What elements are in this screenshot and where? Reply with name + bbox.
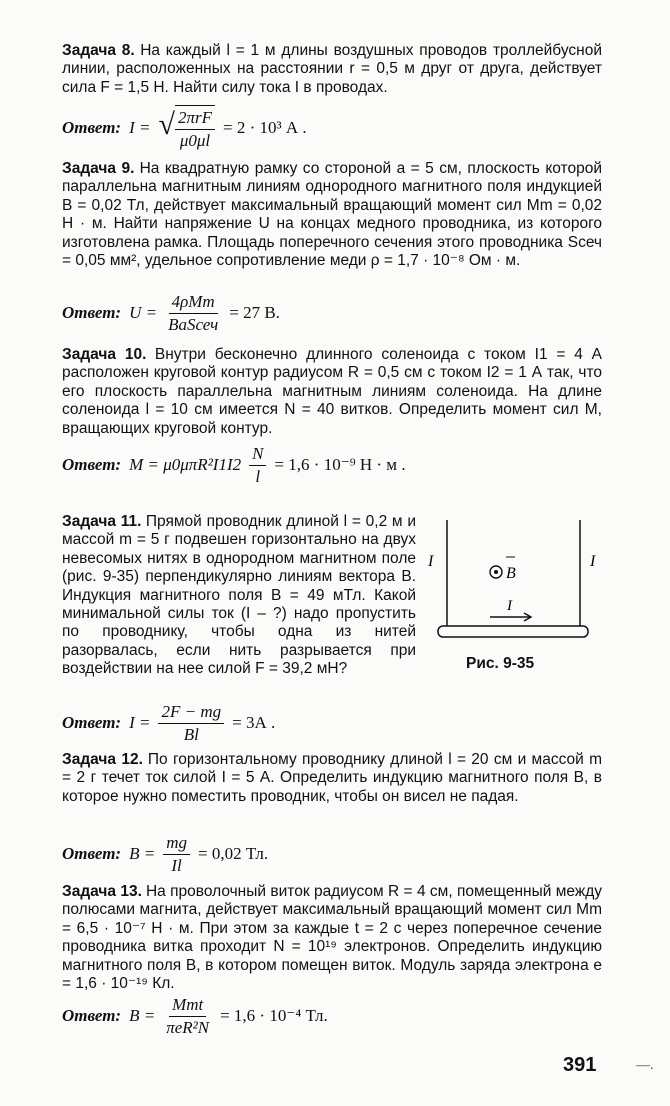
answer-9 — [62, 290, 280, 336]
answer-9-label: Ответ: — [62, 303, 122, 322]
answer-11-label: Ответ: — [62, 713, 122, 732]
figure-caption: Рис. 9-35 — [466, 655, 535, 672]
answer-13-label: Ответ: — [62, 1006, 122, 1025]
answer-11 — [62, 700, 275, 746]
sqrt-sign: √ — [158, 108, 175, 141]
problem-11 — [62, 513, 416, 679]
answer-8-fraction — [175, 105, 215, 151]
corner-mark: —. — [636, 1058, 654, 1073]
answer-11-fraction — [158, 702, 224, 745]
answer-13-fraction — [163, 995, 212, 1038]
answer-9-rhs: = 27 В. — [229, 303, 280, 322]
answer-10-denominator: l — [255, 466, 261, 486]
answer-11-denominator: Bl — [183, 724, 199, 744]
problem-10-title: Задача 10. — [62, 346, 147, 363]
problem-13-text: На проволочный виток радиусом R = 4 см, помещенный между полюсами магнита, действует максимальный вращающий момент сил Mm = 6,5 · 10⁻⁷ Н · м. При этом за каждые t = 2 с через поперечное сечение проводника витка проходит N = 10¹⁹ электронов. Определить индукцию магнитного поля B, в котором помещен виток. Модуль заряда электрона e = 1,6 · 10⁻¹⁹ Кл. — [62, 883, 602, 993]
answer-8-denominator: μ0μl — [179, 131, 211, 150]
field-label: B — [506, 565, 516, 582]
answer-11-rhs: = 3А . — [232, 713, 276, 732]
answer-13-numerator: Mmt — [169, 995, 206, 1017]
answer-12-fraction — [163, 833, 190, 876]
wire-current-label: I — [507, 598, 512, 614]
answer-8-lhs: I = — [129, 118, 151, 137]
problem-12-text: По горизонтальному проводнику длиной l = 20 см и массой m = 2 г течет ток силой I = 5 А. Определить индукцию магнитного поля B, в которое нужно поместить проводник, чтобы он висел не падая. — [62, 751, 603, 805]
answer-8-label: Ответ: — [62, 118, 122, 137]
problem-10 — [62, 346, 602, 438]
problem-11-title: Задача 11. — [62, 513, 142, 530]
problem-12-title: Задача 12. — [62, 751, 143, 768]
problem-9-title: Задача 9. — [62, 160, 135, 177]
answer-12-numerator: mg — [163, 833, 190, 855]
answer-8-root — [158, 105, 215, 151]
answer-13 — [62, 993, 328, 1039]
answer-12-rhs: = 0,02 Тл. — [197, 844, 269, 863]
answer-13-rhs: = 1,6 · 10⁻⁴ Тл. — [220, 1006, 328, 1025]
answer-9-lhs: U = — [129, 303, 158, 322]
figure-9-35 — [418, 512, 608, 648]
answer-10-fraction — [249, 444, 266, 487]
answer-13-lhs: B = — [129, 1006, 156, 1025]
problem-12 — [62, 751, 602, 806]
answer-9-denominator: BaSсеч — [168, 314, 219, 334]
answer-9-numerator: 4ρMm — [169, 292, 218, 314]
answer-10-label: Ответ: — [62, 455, 122, 474]
answer-13-denominator: πeR²N — [166, 1017, 210, 1037]
answer-12-label: Ответ: — [62, 844, 122, 863]
conductor-rod — [438, 626, 588, 637]
answer-10 — [62, 442, 406, 488]
answer-8-rhs: = 2 · 10³ А . — [222, 118, 307, 137]
field-direction-dot — [494, 570, 498, 574]
answer-11-lhs: I = — [129, 713, 151, 732]
problem-13-title: Задача 13. — [62, 883, 142, 900]
answer-8-numerator: 2πrF — [175, 108, 215, 130]
problem-9-text: На квадратную рамку со стороной a = 5 см, плоскость которой параллельна магнитным линиям однородного магнитного поля индукцией B = 0,02 Тл, действует максимальный вращающий момент сил Mm = 0,02 Н · м. Найти напряжение U на концах медного проводника, из которого изготовлена рамка. Площадь поперечного сечения этого проводника Sсеч = 0,05 мм², удельное сопротивление меди ρ = 1,7 · 10⁻⁸ Ом · м. — [62, 160, 603, 270]
problem-13 — [62, 883, 602, 993]
answer-8 — [62, 105, 307, 151]
problem-8 — [62, 42, 602, 97]
answer-12 — [62, 831, 268, 877]
answer-11-numerator: 2F − mg — [158, 702, 224, 724]
problem-8-title: Задача 8. — [62, 42, 135, 59]
problem-9 — [62, 160, 602, 270]
problem-11-text: Прямой проводник длиной l = 0,2 м и массой m = 5 г подвешен горизонтально на двух невесомых нитях в однородном магнитном поле (рис. 9-35) перпендикулярно линиям вектора B. Индукция магнитного поля B = 49 мТл. Какой минимальной силы ток (I – ?) надо пропустить по проводнику, чтобы одна из нитей разорвалась, если нить разрывается при воздействии на нее силой F = 39,2 мН? — [62, 513, 416, 678]
problem-10-text: Внутри бесконечно длинного соленоида с током I1 = 4 А расположен круговой контур радиусом R = 0,5 см с током I2 = 1 А так, что его плоскость параллельна магнитным линиям соленоида. На длине соленоида l = 10 см имеется N = 40 витков. Определить момент сил M, вращающих круговой контур. — [62, 346, 602, 437]
problem-8-text: На каждый l = 1 м длины воздушных проводов троллейбусной линии, расположенных на расстоянии r = 0,5 м друг от друга, действует сила F = 1,5 Н. Найти силу тока I в проводах. — [62, 42, 603, 96]
answer-10-numerator: N — [249, 444, 266, 466]
page-number: 391 — [563, 1054, 597, 1076]
answer-12-denominator: Il — [171, 855, 182, 875]
answer-10-lhs: M = μ0μπR²I1I2 — [129, 455, 242, 474]
right-current-label: I — [590, 553, 596, 570]
left-current-label: I — [428, 553, 434, 570]
answer-9-fraction — [165, 292, 221, 335]
answer-12-lhs: B = — [129, 844, 156, 863]
answer-10-rhs: = 1,6 · 10⁻⁹ Н · м . — [274, 455, 406, 474]
